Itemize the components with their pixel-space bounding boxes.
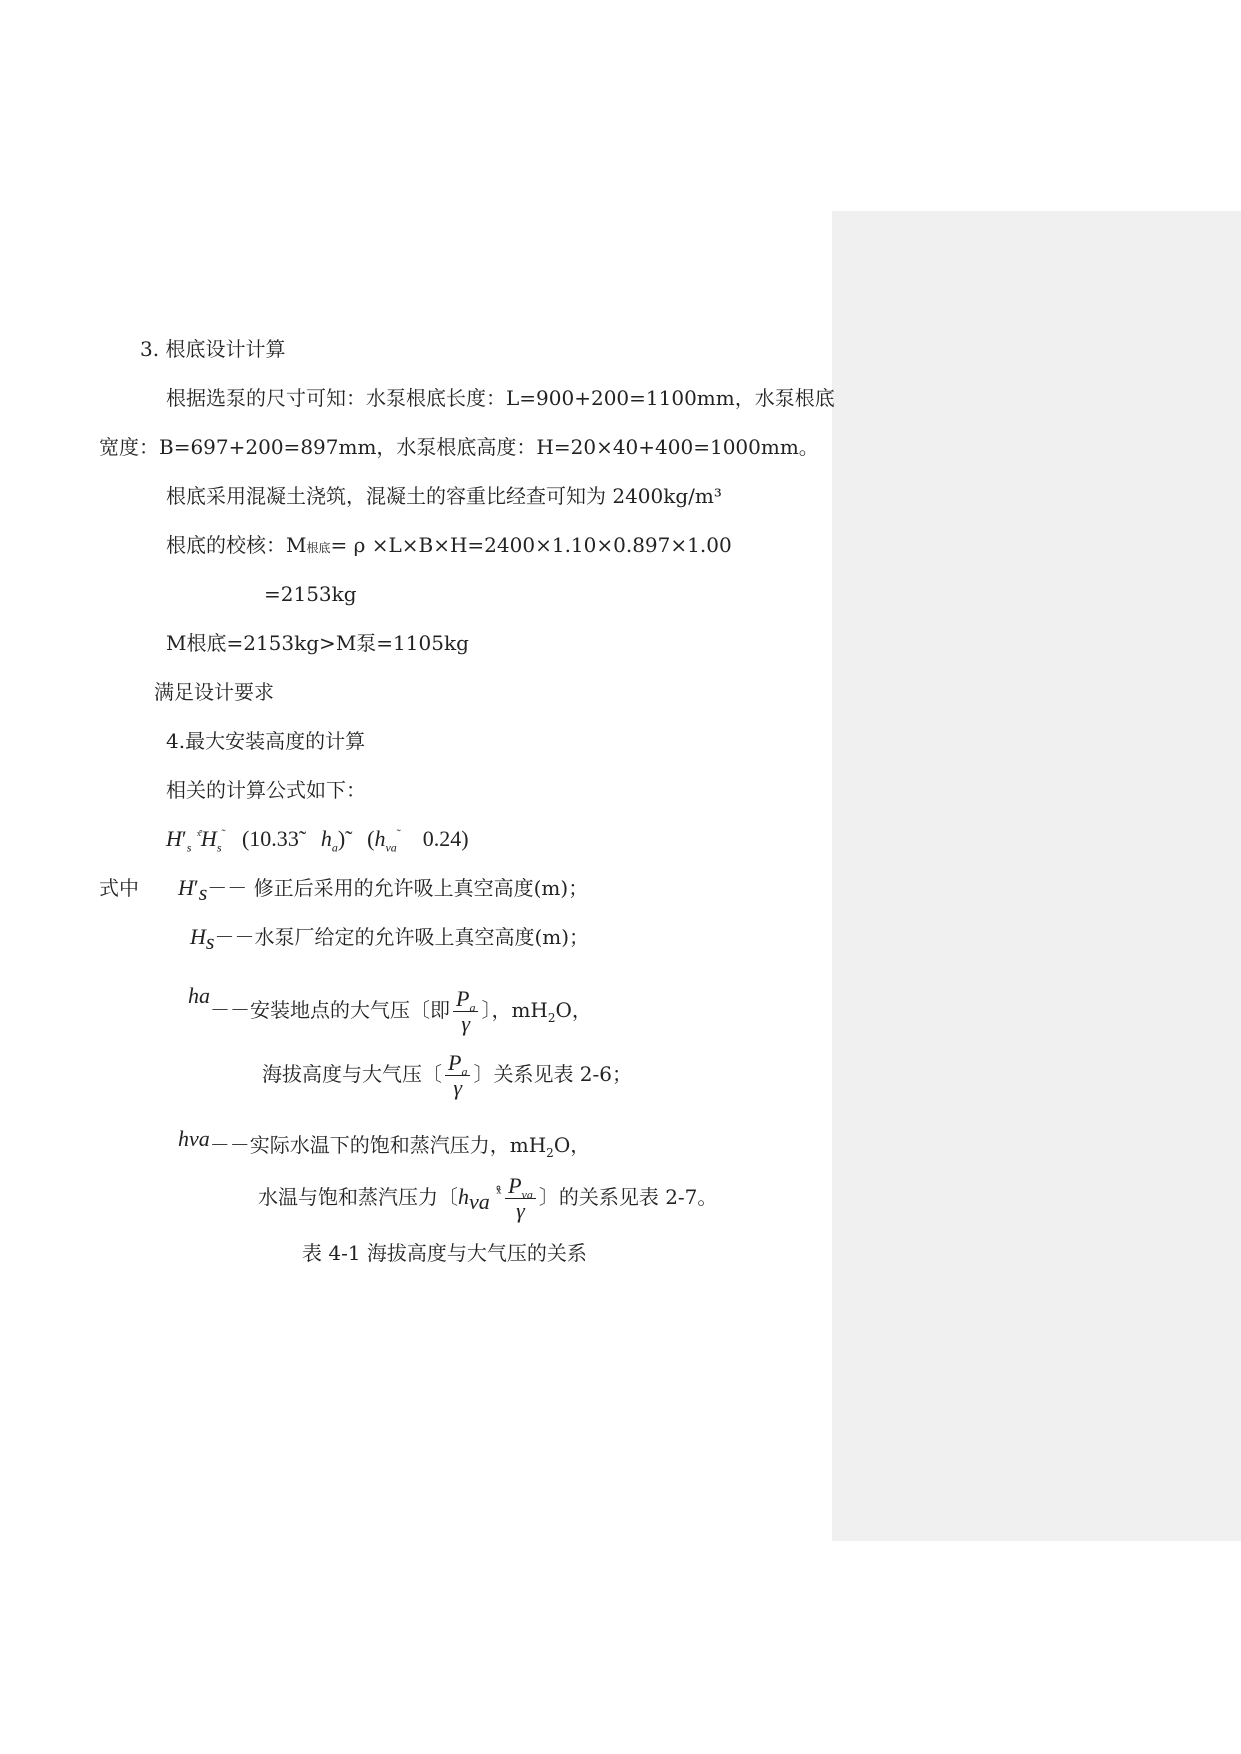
frac-sub-a: a	[469, 1000, 476, 1015]
section-3-heading: 3. 根底设计计算	[140, 337, 286, 361]
formula-constant: 0.24)	[422, 826, 469, 851]
frac3-P: P	[508, 1173, 522, 1198]
frac2-sub-a: a	[461, 1064, 468, 1079]
formula-equal-symbol: ˣ̊	[196, 829, 201, 844]
fraction-pa-gamma	[453, 987, 478, 1036]
def-symbol-H-2: H	[190, 924, 206, 949]
def-sub-s: s	[198, 880, 208, 905]
def-ha	[188, 970, 592, 1036]
comment-margin-panel	[832, 211, 1241, 1541]
def-symbol-H: H	[178, 875, 194, 900]
def-hs	[190, 924, 590, 954]
formula-H-prime: H	[166, 826, 182, 851]
def-hva-sub-2: 2	[546, 1146, 554, 1160]
formula-prime-mark: ′	[181, 826, 187, 851]
def-ha-text-a: －－安装地点的大气压〔即	[210, 998, 450, 1022]
def-hs-text: －－水泵厂给定的允许吸上真空高度(m)；	[214, 925, 590, 949]
frac-P: P	[456, 986, 470, 1011]
section-4-heading: 4.最大安装高度的计算	[166, 729, 366, 753]
altitude-text-a: 海拔高度与大气压〔	[262, 1062, 442, 1086]
formula-h-va: h	[374, 826, 386, 851]
def-sub-s-2: s	[205, 929, 215, 954]
check-expression: = ρ ×L×B×H=2400×1.10×0.897×1.00	[330, 533, 732, 557]
def-sub-va: va	[189, 1126, 210, 1151]
frac2-gamma: γ	[453, 1075, 463, 1100]
def-hs-prime	[178, 875, 589, 905]
watertemp-equal-symbol: ˣ̊	[496, 1186, 503, 1202]
formula-close-minus: )̃	[337, 826, 346, 851]
watertemp-text-b: 〕的关系见表 2-7。	[538, 1185, 718, 1209]
comparison-line: M根底=2153kg>M泵=1105kg	[166, 631, 469, 655]
def-hva	[178, 1126, 590, 1158]
formula-three-minus: 3̃	[287, 826, 299, 851]
formula-H: H	[200, 826, 217, 851]
watertemp-h: h	[458, 1184, 469, 1209]
check-formula	[166, 532, 732, 561]
definitions-label: 式中	[99, 876, 139, 900]
formula-const-open: (10.3	[241, 826, 288, 851]
formula-h-a: h	[320, 826, 332, 851]
formula-sub-va: va	[385, 840, 397, 855]
formula-minus-1: ˜	[221, 826, 226, 841]
frac3-sub-va: va	[521, 1187, 533, 1202]
frac2-P: P	[448, 1050, 462, 1075]
check-subscript: 根底	[306, 541, 331, 555]
def-ha-text-b: 〕，mH	[481, 998, 548, 1022]
paragraph-dimensions-2: 宽度：B=697+200=897mm，水泵根底高度：H=20×40+400=1000mm。	[99, 435, 819, 459]
formula-open-paren: (	[367, 826, 375, 851]
fraction-pva-gamma	[505, 1174, 536, 1223]
altitude-text-b: 〕关系见表 2-6；	[473, 1062, 633, 1086]
paragraph-concrete: 根底采用混凝土浇筑，混凝土的容重比经查可知为 2400kg/m³	[166, 484, 722, 508]
paragraph-dimensions-1: 根据选泵的尺寸可知：水泵根底长度：L=900+200=1100mm，水泵根底	[166, 386, 835, 410]
watertemp-text-a: 水温与饱和蒸汽压力〔	[258, 1185, 458, 1209]
def-hs-prime-text: －－ 修正后采用的允许吸上真空高度(m)；	[207, 876, 589, 900]
def-symbol-h: h	[188, 983, 199, 1008]
formula-minus-2: ˜	[396, 826, 401, 841]
conclusion-line: 满足设计要求	[154, 680, 274, 704]
watertemp-sub-va: va	[469, 1189, 490, 1214]
check-result: =2153kg	[264, 582, 357, 606]
water-temp-relation	[258, 1168, 717, 1223]
formula-sub-s-2: s	[216, 840, 222, 855]
formula-sub-s: s	[186, 840, 192, 855]
def-ha-text-c: O，	[555, 998, 592, 1022]
check-label: 根底的校核：M	[166, 533, 307, 557]
def-hva-text-a: －－实际水温下的饱和蒸汽压力，mH	[209, 1133, 547, 1157]
formula-sub-a: a	[331, 840, 338, 855]
fraction-pa-gamma-2	[445, 1051, 470, 1100]
def-prime-mark: ′	[193, 875, 199, 900]
table-caption: 表 4-1 海拔高度与大气压的关系	[302, 1241, 587, 1265]
formula-intro: 相关的计算公式如下：	[166, 778, 366, 802]
frac3-gamma: γ	[516, 1198, 525, 1223]
altitude-relation	[262, 1048, 632, 1100]
frac-gamma: γ	[461, 1011, 471, 1036]
def-symbol-h-va: h	[178, 1126, 189, 1151]
def-sub-a: a	[199, 983, 210, 1008]
main-formula	[166, 824, 469, 855]
def-ha-sub-2: 2	[547, 1011, 556, 1025]
def-hva-text-b: O，	[553, 1133, 591, 1157]
